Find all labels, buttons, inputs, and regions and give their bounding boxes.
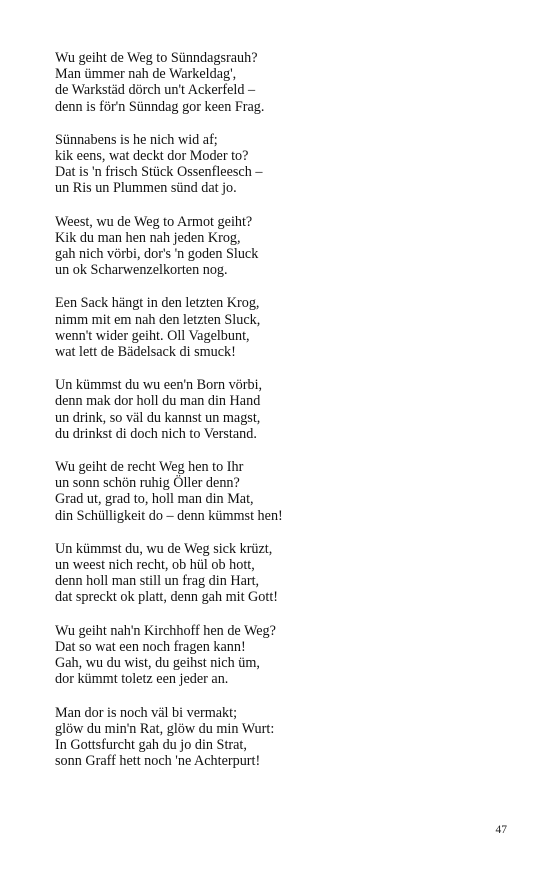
stanza — [55, 132, 515, 197]
poem-line: un weest nich recht, ob hül ob hott, — [55, 557, 255, 574]
poem-line: du drinkst di doch nich to Verstand. — [55, 425, 257, 442]
stanza — [55, 705, 515, 770]
poem-line: Wu geiht de recht Weg hen to Ihr — [55, 459, 244, 476]
poem-line: Weest, wu de Weg to Armot geiht? — [55, 213, 253, 230]
stanza — [55, 214, 515, 279]
stanza — [55, 377, 515, 442]
poem-line: denn mak dor holl du man din Hand — [55, 393, 261, 410]
stanza — [55, 459, 515, 524]
poem-line: un drink, so väl du kannst un magst, — [55, 409, 261, 426]
poem-line: denn is för'n Sünndag gor keen Frag. — [55, 98, 265, 115]
poem-line: Man ümmer nah de Warkeldag', — [55, 66, 237, 83]
poem-line: gah nich vörbi, dor's 'n goden Sluck — [55, 246, 259, 263]
stanza — [55, 50, 515, 115]
poem — [55, 50, 515, 786]
poem-line: glöw du min'n Rat, glöw du min Wurt: — [55, 720, 275, 737]
poem-line: Wu geiht de Weg to Sünndagsrauh? — [55, 50, 258, 66]
poem-line: sonn Graff hett noch 'ne Achterpurt! — [55, 753, 261, 770]
poem-line: Een Sack hängt in den letzten Krog, — [55, 295, 260, 312]
poem-line: un sonn schön ruhig Öller denn? — [55, 475, 240, 492]
poem-line: un Ris un Plummen sünd dat jo. — [55, 180, 237, 197]
page-number: 47 — [495, 824, 507, 836]
poem-line: Sünnabens is he nich wid af; — [55, 131, 218, 148]
poem-line: Wu geiht nah'n Kirchhoff hen de Weg? — [55, 622, 276, 639]
poem-line: wat lett de Bädelsack di smuck! — [55, 344, 236, 361]
poem-line: Un kümmst du, wu de Weg sick krüzt, — [55, 540, 273, 557]
poem-line: wenn't wider geiht. Oll Vagelbunt, — [55, 327, 250, 344]
poem-line: nimm mit em nah den letzten Sluck, — [55, 311, 261, 328]
poem-line: kik eens, wat deckt dor Moder to? — [55, 148, 249, 165]
poem-line: Dat is 'n frisch Stück Ossenfleesch – — [55, 164, 263, 181]
stanza — [55, 623, 515, 688]
poem-line: Man dor is noch väl bi vermakt; — [55, 704, 238, 721]
poem-line: Kik du man hen nah jeden Krog, — [55, 229, 241, 246]
poem-line: denn holl man still un frag din Hart, — [55, 573, 260, 590]
poem-line: Gah, wu du wist, du geihst nich üm, — [55, 655, 260, 672]
poem-line: de Warkstäd dörch un't Ackerfeld – — [55, 82, 256, 99]
poem-line: In Gottsfurcht gah du jo din Strat, — [55, 736, 247, 753]
poem-line: Dat so wat een noch fragen kann! — [55, 638, 246, 655]
poem-line: dor kümmt toletz een jeder an. — [55, 671, 229, 688]
poem-line: Un kümmst du wu een'n Born vörbi, — [55, 377, 263, 394]
poem-line: dat spreckt ok platt, denn gah mit Gott! — [55, 589, 279, 606]
poem-line: din Schülligkeit do – denn kümmst hen! — [55, 507, 283, 524]
poem-line: un ok Scharwenzelkorten nog. — [55, 262, 228, 279]
stanza — [55, 541, 515, 606]
stanza — [55, 295, 515, 360]
poem-line: Grad ut, grad to, holl man din Mat, — [55, 491, 254, 508]
